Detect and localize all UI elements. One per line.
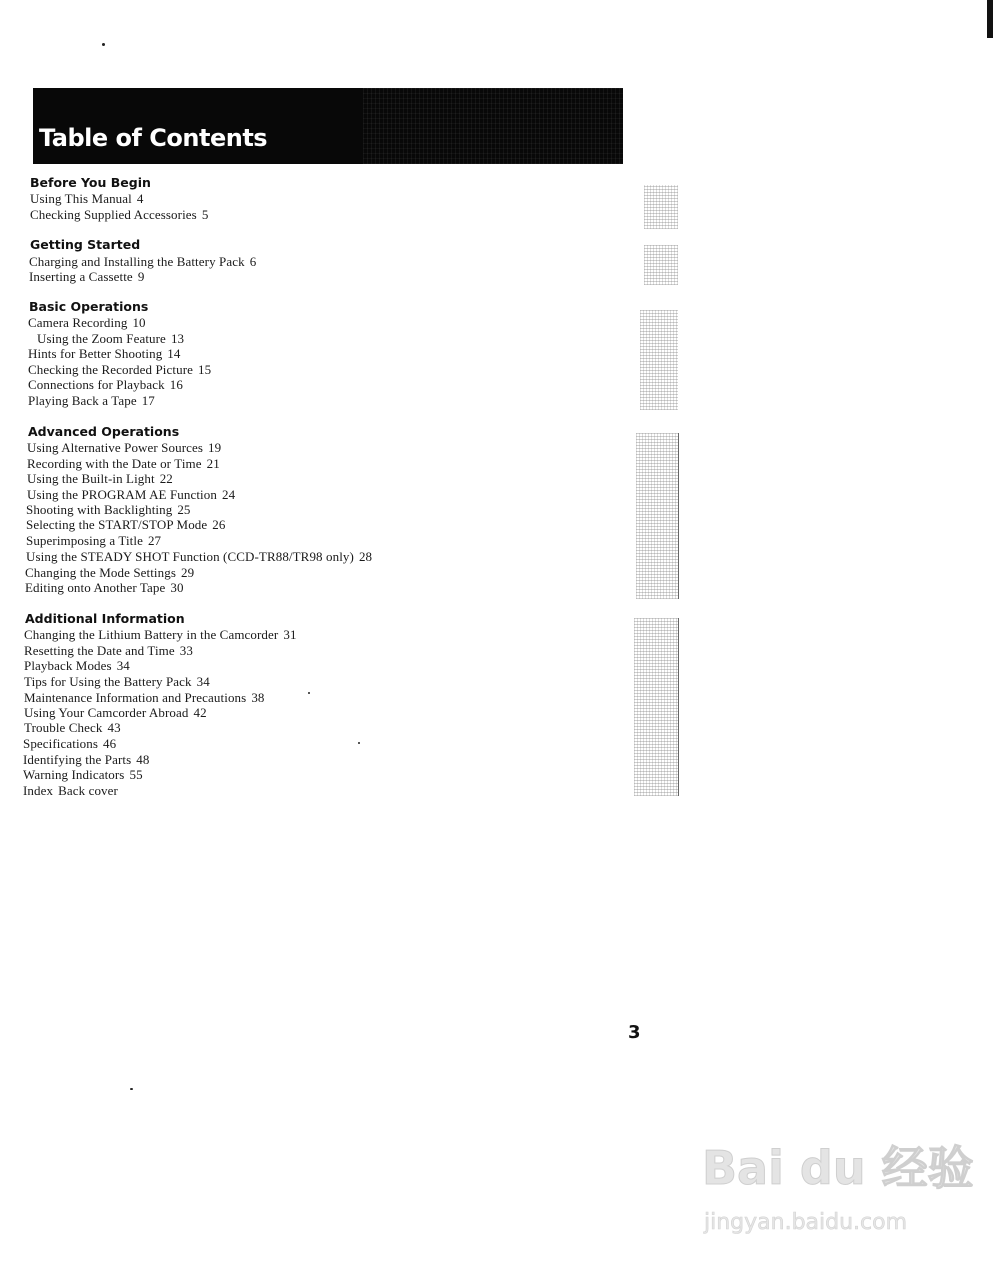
watermark-logo: Bai du 经验 <box>702 1141 974 1195</box>
scan-edge-mark <box>987 0 993 38</box>
toc-entry[interactable]: Trouble Check 43 <box>24 720 121 735</box>
toc-entry[interactable]: Editing onto Another Tape 30 <box>25 580 184 595</box>
toc-entry[interactable]: Connections for Playback 16 <box>28 377 183 392</box>
scan-speck <box>102 43 105 46</box>
toc-entry[interactable]: Hints for Better Shooting 14 <box>28 346 181 361</box>
section-heading: Basic Operations <box>29 299 149 314</box>
watermark <box>702 1132 974 1242</box>
toc-entry[interactable]: Changing the Lithium Battery in the Camcorder 31 <box>24 627 297 642</box>
toc-entry[interactable]: Selecting the START/STOP Mode 26 <box>26 517 226 532</box>
toc-entry[interactable]: Using Your Camcorder Abroad 42 <box>24 705 207 720</box>
toc-entry[interactable]: Playing Back a Tape 17 <box>28 393 155 408</box>
toc-entry[interactable]: Tips for Using the Battery Pack 34 <box>24 674 210 689</box>
page-title: Table of Contents <box>39 124 268 152</box>
scan-speck <box>130 1088 133 1090</box>
toc-entry[interactable]: Resetting the Date and Time 33 <box>24 643 193 658</box>
scan-speck <box>308 692 310 694</box>
toc-entry[interactable]: Using the STEADY SHOT Function (CCD-TR88/TR98 only) 28 <box>26 549 373 564</box>
toc-entry[interactable]: Index Back cover <box>23 783 118 798</box>
section-heading: Additional Information <box>25 611 185 626</box>
toc-entry[interactable]: Recording with the Date or Time 21 <box>27 456 220 471</box>
watermark-url: jingyan.baidu.com <box>704 1210 908 1235</box>
toc-entry[interactable]: Charging and Installing the Battery Pack 6 <box>29 254 257 269</box>
toc-entry[interactable]: Using This Manual 4 <box>30 191 144 206</box>
toc-entry[interactable]: Camera Recording 10 <box>28 315 146 330</box>
banner-texture <box>363 88 623 164</box>
section-tab-marker <box>636 433 679 599</box>
toc-entry[interactable]: Using Alternative Power Sources 19 <box>27 440 222 455</box>
page-number: 3 <box>628 1022 641 1043</box>
toc-entry[interactable]: Maintenance Information and Precautions 38 <box>24 690 265 705</box>
section-heading: Before You Begin <box>30 175 151 190</box>
toc-entry[interactable]: Inserting a Cassette 9 <box>29 269 145 284</box>
scan-speck <box>358 742 360 744</box>
section-heading: Getting Started <box>30 237 141 252</box>
toc-entry[interactable]: Superimposing a Title 27 <box>26 533 162 548</box>
toc-entry[interactable]: Checking Supplied Accessories 5 <box>30 207 209 222</box>
section-tab-marker <box>644 245 678 285</box>
section-heading: Advanced Operations <box>28 424 180 439</box>
toc-entry[interactable]: Checking the Recorded Picture 15 <box>28 362 212 377</box>
toc-entry[interactable]: Warning Indicators 55 <box>23 767 143 782</box>
section-tab-marker <box>640 310 678 410</box>
toc-entry[interactable]: Changing the Mode Settings 29 <box>25 565 195 580</box>
toc-entry[interactable]: Using the Zoom Feature 13 <box>37 331 185 346</box>
toc-entry[interactable]: Shooting with Backlighting 25 <box>26 502 191 517</box>
toc-entry[interactable]: Playback Modes 34 <box>24 658 130 673</box>
toc-entry[interactable]: Specifications 46 <box>23 736 117 751</box>
toc-entry[interactable]: Using the Built-in Light 22 <box>27 471 173 486</box>
section-tab-marker <box>634 618 679 796</box>
section-tab-marker <box>644 185 678 229</box>
toc-entry[interactable]: Identifying the Parts 48 <box>23 752 150 767</box>
toc-entry[interactable]: Using the PROGRAM AE Function 24 <box>27 487 236 502</box>
title-banner <box>33 88 623 164</box>
